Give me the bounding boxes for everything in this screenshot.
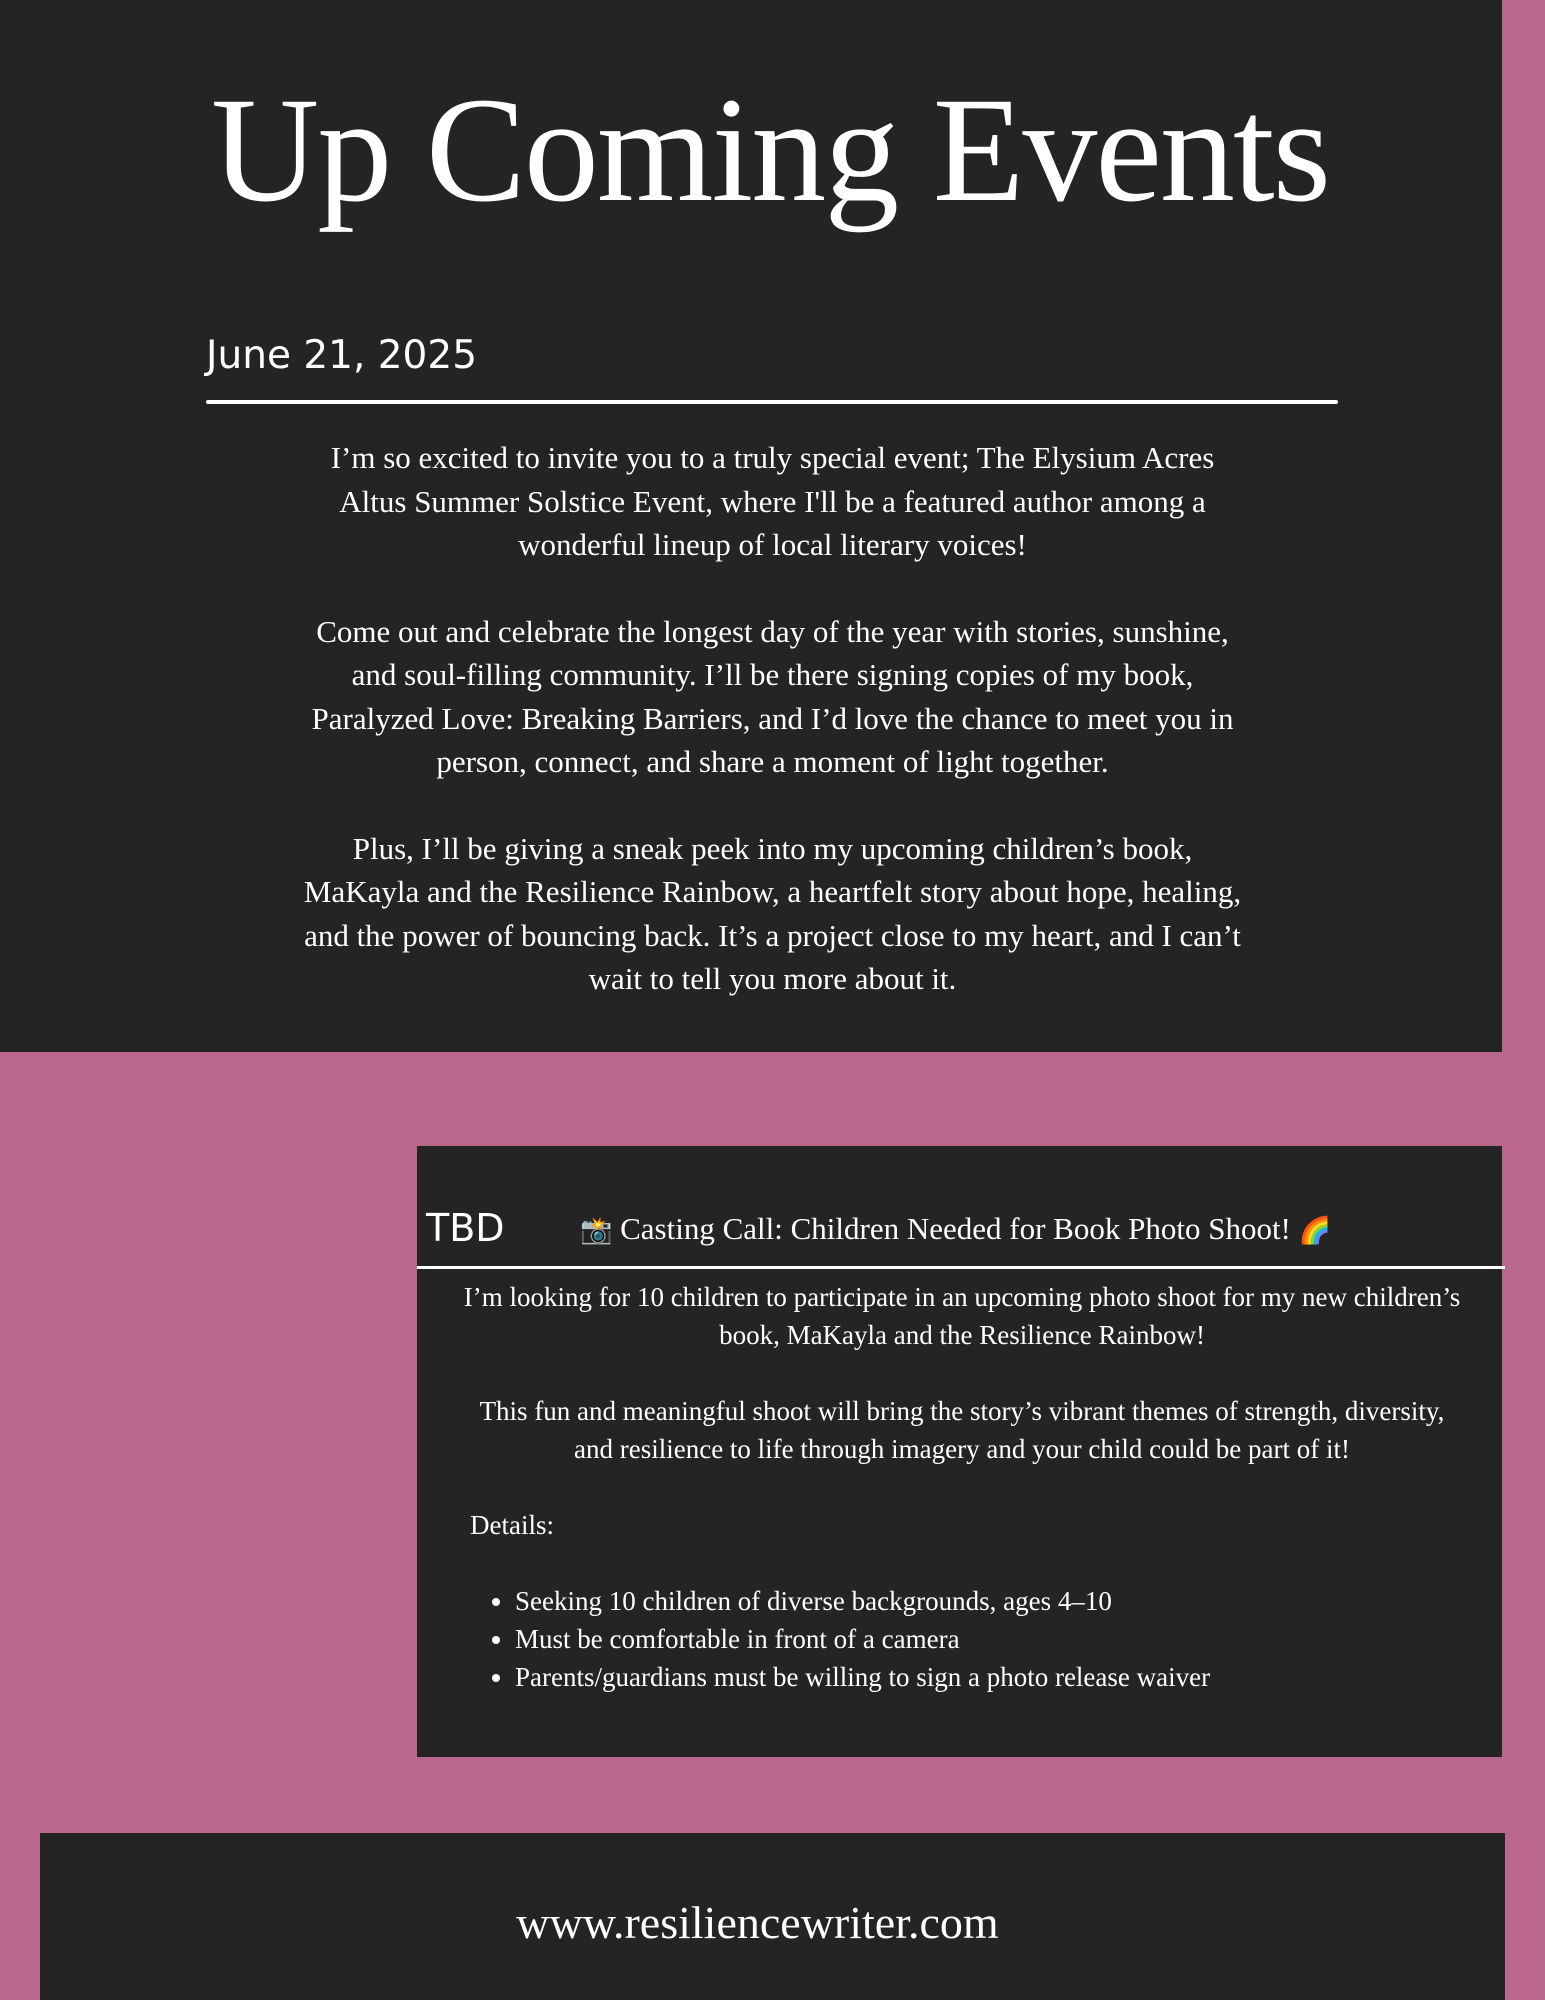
event-description — [300, 436, 1245, 1044]
details-list-item: • Parents/guardians must be willing to sign a photo release waiver — [515, 1658, 1467, 1696]
casting-call-panel — [417, 1146, 1502, 1757]
casting-date-label: TBD — [426, 1206, 505, 1250]
details-list-item: • Must be comfortable in front of a camera — [515, 1620, 1467, 1658]
casting-divider — [417, 1266, 1505, 1269]
event-paragraph: Come out and celebrate the longest day of the year with stories, sunshine, and soul-filling community. I’ll be there signing copies of my book, Paralyzed Love: Breaking Barriers, and I’d love the chance to meet you in person, connect, and share a moment of light together. — [311, 613, 1234, 779]
details-list-item: • Seeking 10 children of diverse backgrounds, ages 4–10 — [515, 1582, 1467, 1620]
rainbow-icon: 🌈 — [1298, 1216, 1332, 1246]
footer-panel — [40, 1833, 1505, 2000]
camera-flash-icon: 📸 — [580, 1216, 613, 1246]
details-label: Details: — [470, 1510, 554, 1540]
casting-call-title — [580, 1206, 1331, 1254]
event-paragraph: Plus, I’ll be giving a sneak peek into my upcoming children’s book, MaKayla and the Resilience Rainbow, a heartfelt story about hope, healing, and the power of bouncing back. It’s a project close to my heart, and I can’t wait to tell you more about it. — [303, 830, 1242, 996]
website-link[interactable]: www.resiliencewriter.com — [516, 1897, 999, 1948]
event-paragraph: I’m so excited to invite you to a truly special event; The Elysium Acres Altus Summer Solstice Event, where I'll be a featured author among a wonderful lineup of local literary voices! — [330, 440, 1215, 562]
casting-call-description — [457, 1278, 1467, 1696]
date-divider — [206, 400, 1338, 404]
casting-paragraph: This fun and meaningful shoot will bring the story’s vibrant themes of strength, diversity, and resilience to life through imagery and your child could be part of it! — [479, 1396, 1445, 1464]
page-title: Up Coming Events — [211, 67, 1329, 233]
details-list — [457, 1582, 1467, 1696]
casting-call-title-text: Casting Call: Children Needed for Book Photo Shoot! — [620, 1211, 1291, 1246]
event-date-heading: June 21, 2025 — [206, 333, 478, 378]
casting-paragraph: I’m looking for 10 children to participate in an upcoming photo shoot for my new children’s book, MaKayla and the Resilience Rainbow! — [463, 1282, 1461, 1350]
